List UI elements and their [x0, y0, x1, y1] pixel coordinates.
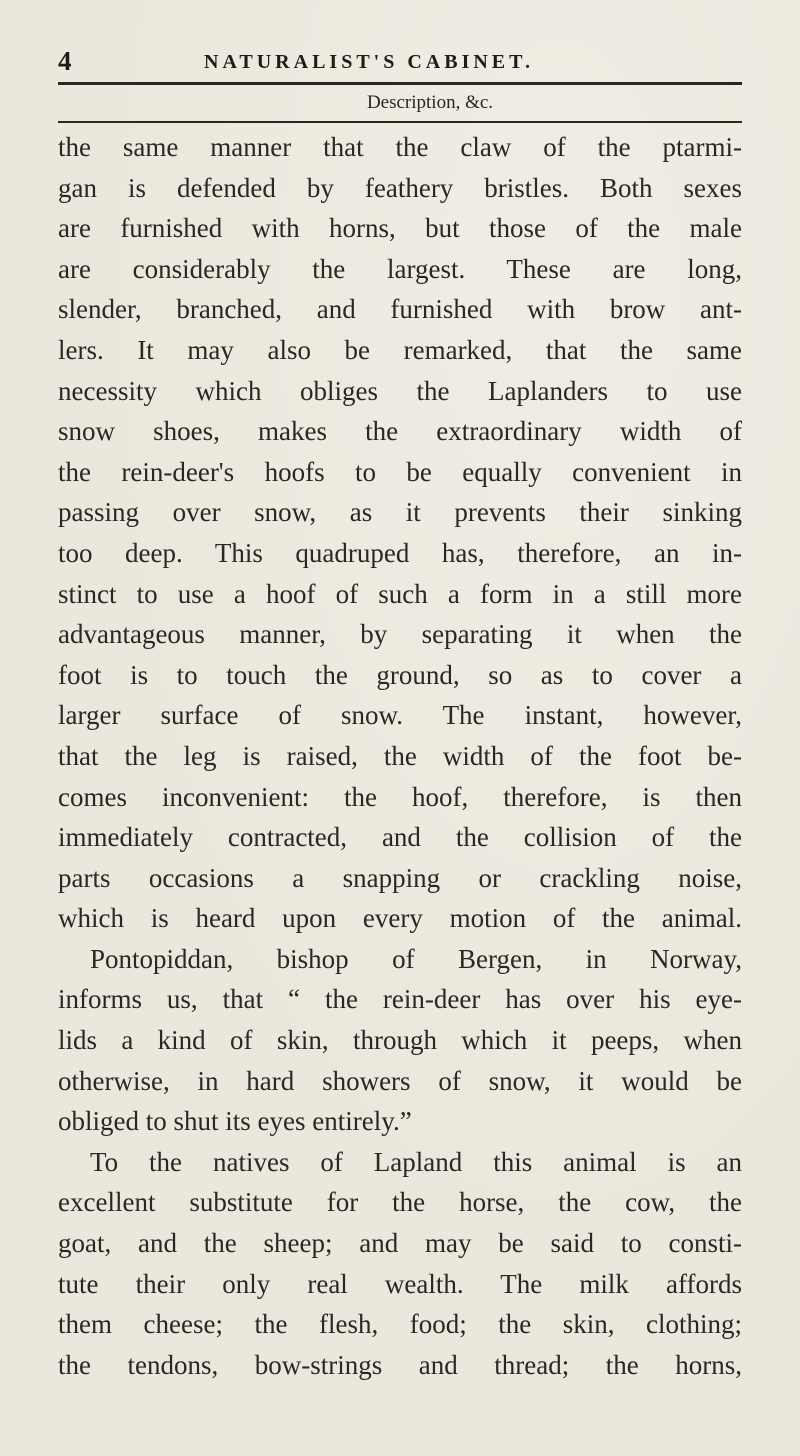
text-line: lers. It may also be remarked, that the same: [58, 334, 742, 365]
text-line: too deep. This quadruped has, therefore, an in-: [58, 537, 742, 568]
text-line: Pontopiddan, bishop of Bergen, in Norway,: [90, 943, 742, 974]
text-line: goat, and the sheep; and may be said to consti-: [58, 1228, 742, 1259]
text-line: the rein-deer's hoofs to be equally convenient in: [58, 456, 742, 487]
text-line: immediately contracted, and the collision of the: [58, 822, 742, 853]
text-line: which is heard upon every motion of the animal.: [58, 903, 742, 934]
text-line: are furnished with horns, but those of the male: [58, 213, 742, 244]
text-line: To the natives of Lapland this animal is an: [90, 1146, 742, 1177]
text-line: larger surface of snow. The instant, however,: [58, 700, 742, 731]
text-line: passing over snow, as it prevents their sinking: [58, 497, 742, 528]
text-line: the same manner that the claw of the ptarmi-: [58, 132, 742, 162]
text-line: snow shoes, makes the extraordinary width of: [58, 416, 742, 447]
section-rule: [58, 121, 742, 123]
text-line: informs us, that “ the rein-deer has over his eye-: [58, 984, 742, 1015]
text-line: the tendons, bow-strings and thread; the horns,: [58, 1349, 742, 1380]
text-line: otherwise, in hard showers of snow, it would be: [58, 1065, 742, 1096]
text-line: stinct to use a hoof of such a form in a still more: [58, 578, 742, 609]
running-title: NATURALIST'S CABINET.: [204, 51, 534, 73]
text-line: foot is to touch the ground, so as to cover a: [58, 659, 742, 690]
text-line: obliged to shut its eyes entirely.”: [58, 1106, 412, 1137]
text-line: are considerably the largest. These are long,: [58, 253, 742, 284]
text-line: slender, branched, and furnished with brow ant-: [58, 294, 742, 325]
text-line: tute their only real wealth. The milk affords: [58, 1268, 742, 1299]
text-line: advantageous manner, by separating it when the: [58, 619, 742, 650]
text-line: necessity which obliges the Laplanders to use: [58, 375, 742, 406]
text-line: excellent substitute for the horse, the cow, the: [58, 1187, 742, 1218]
text-line: parts occasions a snapping or crackling noise,: [58, 862, 742, 893]
text-line: that the leg is raised, the width of the foot be-: [58, 740, 742, 771]
section-heading: Description, &c.: [366, 92, 494, 113]
text-line: lids a kind of skin, through which it peeps, when: [58, 1025, 742, 1056]
running-head: [58, 44, 742, 82]
text-line: comes inconvenient: the hoof, therefore, is then: [58, 781, 742, 812]
body-text: [58, 127, 742, 1385]
page-number: 4: [58, 46, 72, 76]
text-line: gan is defended by feathery bristles. Both sexes: [58, 172, 742, 203]
text-line: them cheese; the flesh, food; the skin, clothing;: [58, 1309, 742, 1340]
